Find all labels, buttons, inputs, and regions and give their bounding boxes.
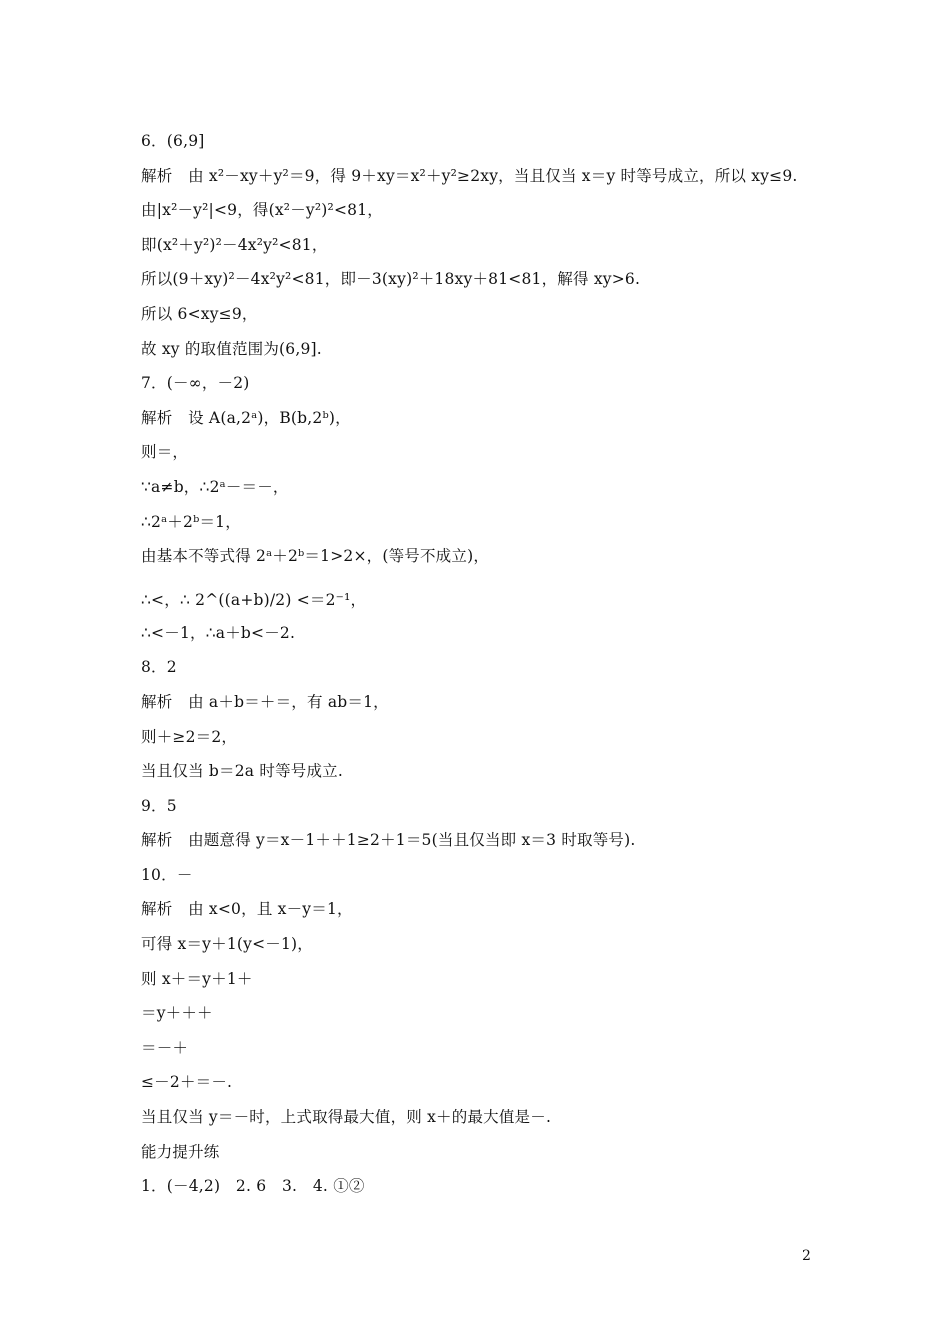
text-line: 7．(－∞，－2) <box>141 374 250 393</box>
text-line: 即(x²＋y²)²－4x²y²<81， <box>141 235 328 254</box>
text-line: 解析 由题意得 y＝x－1＋＋1≥2＋1＝5(当且仅当即 x＝3 时取等号). <box>141 831 636 850</box>
text-line: 9．5 <box>141 796 177 815</box>
text-line: 1．(－4,2) 2. 6 3. 4. ①② <box>141 1177 365 1196</box>
text-line: 6．(6,9] <box>141 132 205 150</box>
text-line: ∴<－1，∴a＋b<－2. <box>141 623 296 642</box>
text-line: 解析 由 x²－xy＋y²＝9，得 9＋xy＝x²＋y²≥2xy，当且仅当 x＝y 时等号成立，所以 xy≤9. <box>141 166 798 185</box>
text-line: 当且仅当 b＝2a 时等号成立. <box>141 762 344 781</box>
text-line: 所以(9＋xy)²－4x²y²<81，即－3(xy)²＋18xy＋81<81，解得 xy>6. <box>141 270 641 289</box>
text-line: 则＋≥2＝2， <box>141 727 238 746</box>
answer-text <box>141 124 841 1204</box>
text-line: 解析 由 x<0，且 x－y＝1， <box>141 900 353 919</box>
text-line: ∴<，∴ 2^((a+b)/2) <＝2⁻¹， <box>141 590 367 609</box>
text-line: ∴2ᵃ＋2ᵇ＝1， <box>141 512 241 531</box>
text-line: 则＝， <box>141 443 189 462</box>
text-line: 可得 x＝y＋1(y<－1)， <box>141 935 313 954</box>
text-line: 当且仅当 y＝－时，上式取得最大值，则 x＋的最大值是－. <box>141 1108 552 1127</box>
text-line: 则 x＋＝y＋1＋ <box>141 969 253 988</box>
text-line: 10．－ <box>141 865 193 884</box>
text-line: 能力提升练 <box>141 1142 220 1161</box>
text-line: 解析 由 a＋b＝＋＝，有 ab＝1， <box>141 692 389 711</box>
text-line: 解析 设 A(a,2ᵃ)，B(b,2ᵇ)， <box>141 408 351 427</box>
text-line: ∵a≠b，∴2ᵃ－＝－， <box>141 477 289 496</box>
text-line: 故 xy 的取值范围为(6,9]. <box>141 339 322 358</box>
text-line: 由基本不等式得 2ᵃ＋2ᵇ＝1>2×，(等号不成立)， <box>141 547 490 566</box>
text-line: 8．2 <box>141 658 177 677</box>
text-line: ≤－2＋＝－. <box>141 1073 233 1092</box>
text-line: ＝－＋ <box>141 1038 189 1057</box>
text-line: 由|x²－y²|<9，得(x²－y²)²<81， <box>141 201 383 220</box>
text-line: ＝y＋＋＋ <box>141 1004 213 1023</box>
page-number: 2 <box>802 1248 811 1264</box>
text-line: 所以 6<xy≤9， <box>141 304 258 323</box>
